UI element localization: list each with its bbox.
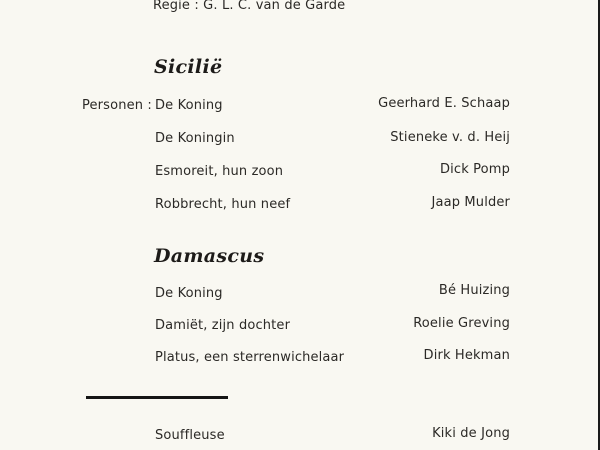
section-title-damascus: Damascus [154,245,265,267]
actor-roelie-greving: Roelie Greving [413,316,510,331]
section-title-sicilie: Sicilië [154,56,223,78]
role-souffleuse: Souffleuse [155,428,225,443]
actor-stieneke-heij: Stieneke v. d. Heij [390,130,510,145]
regie-line: Regie : G. L. C. van de Garde [153,0,346,13]
actor-dirk-hekman: Dirk Hekman [423,348,510,363]
role-robbrecht: Robbrecht, hun neef [155,197,291,212]
role-esmoreit: Esmoreit, hun zoon [155,164,284,179]
divider-rule [86,396,228,399]
personen-label: Personen : [82,98,152,113]
actor-be-huizing: Bé Huizing [438,283,510,298]
actor-jaap-mulder: Jaap Mulder [431,195,510,210]
actor-dick-pomp: Dick Pomp [439,162,510,177]
role-de-koning-sicilie: De Koning [155,98,223,113]
role-platus: Platus, een sterrenwichelaar [155,350,345,365]
role-de-koning-damascus: De Koning [155,286,223,301]
actor-geerhard-schaap: Geerhard E. Schaap [378,96,510,111]
role-damiet: Damiët, zijn dochter [155,318,291,333]
role-de-koningin: De Koningin [155,131,235,146]
actor-kiki-de-jong: Kiki de Jong [432,426,510,441]
